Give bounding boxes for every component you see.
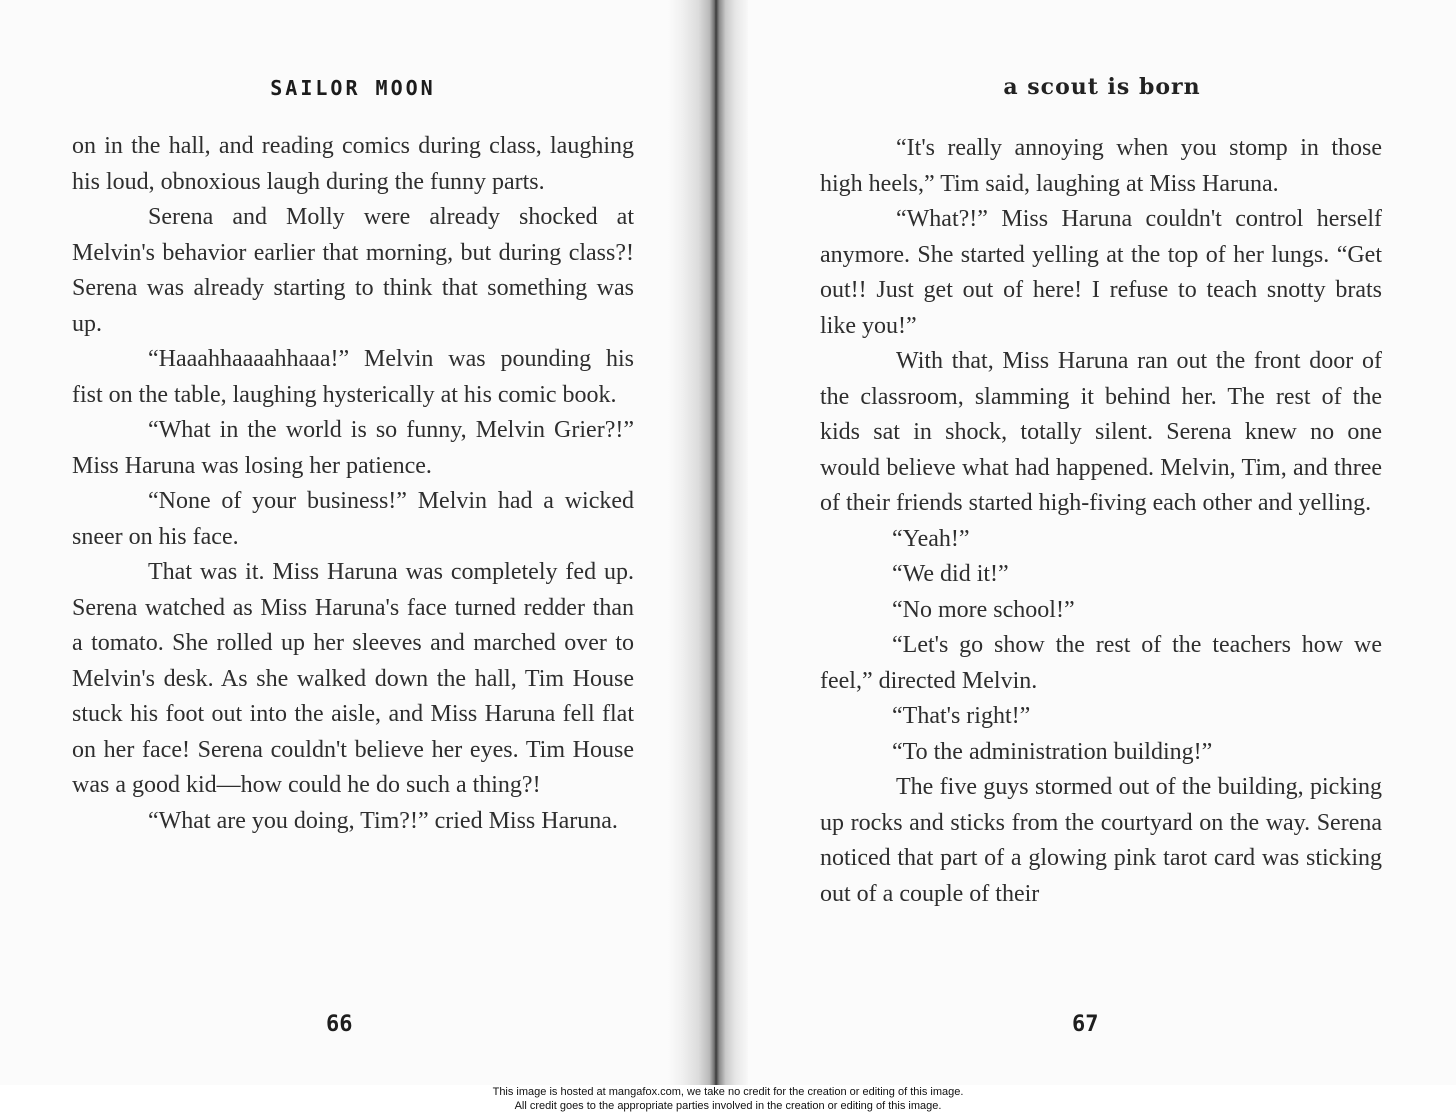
running-head-left: SAILOR MOON bbox=[270, 76, 436, 100]
credit-line-1: This image is hosted at mangafox.com, we take no credit for the creation or editing of this image. bbox=[492, 1086, 964, 1098]
left-page-text bbox=[72, 129, 634, 839]
running-head-right: a scout is born bbox=[1003, 74, 1201, 100]
left-page bbox=[0, 0, 700, 1085]
paragraph: “Haaahhaaaahhaaa!” Melvin was pounding his fist on the table, laughing hysterically at his comic book. bbox=[72, 346, 634, 408]
paragraph: That was it. Miss Haruna was completely fed up. Serena watched as Miss Haruna's face turned redder than a tomato. She rolled up her sleeves and marched over to Melvin's desk. As she walked down the hall, Tim House stuck his foot out into the aisle, and Miss Haruna fell flat on her face! Serena couldn't believe her eyes. Tim House was a good kid—how could he do such a thing?! bbox=[72, 559, 634, 798]
paragraph: “It's really annoying when you stomp in those high heels,” Tim said, laughing at Miss Haruna. bbox=[820, 135, 1382, 197]
paragraph: “What in the world is so funny, Melvin Grier?!” Miss Haruna was losing her patience. bbox=[72, 417, 634, 479]
right-page-text bbox=[820, 131, 1382, 912]
paragraph: “To the administration building!” bbox=[892, 738, 1213, 765]
right-page bbox=[740, 0, 1456, 1085]
paragraph: “Yeah!” bbox=[892, 525, 970, 552]
paragraph: “No more school!” bbox=[892, 596, 1075, 623]
paragraph: “Let's go show the rest of the teachers how we feel,” directed Melvin. bbox=[820, 632, 1382, 694]
paragraph: “What?!” Miss Haruna couldn't control herself anymore. She started yelling at the top of her lungs. “Get out!! Just get out of here! I refuse to teach snotty brats like you!” bbox=[820, 206, 1382, 339]
paragraph: “We did it!” bbox=[892, 561, 1009, 587]
page-number-right: 67 bbox=[1072, 1012, 1099, 1037]
paragraph: The five guys stormed out of the building, picking up rocks and sticks from the courtyard on the way. Serena noticed that part of a glowing pink tarot card was sticking out of a couple of their bbox=[820, 774, 1382, 907]
credit-line-2: All credit goes to the appropriate parties involved in the creation or editing of this image. bbox=[514, 1100, 942, 1112]
paragraph: Serena and Molly were already shocked at Melvin's behavior earlier that morning, but during class?! Serena was already starting to think that something was up. bbox=[72, 204, 634, 337]
page-number-left: 66 bbox=[326, 1012, 353, 1037]
hosting-credit bbox=[0, 1085, 1456, 1113]
paragraph: “None of your business!” Melvin had a wicked sneer on his face. bbox=[72, 488, 634, 550]
paragraph: “That's right!” bbox=[892, 703, 1031, 729]
paragraph: on in the hall, and reading comics during class, laughing his loud, obnoxious laugh during the funny parts. bbox=[72, 133, 634, 195]
paragraph: With that, Miss Haruna ran out the front door of the classroom, slamming it behind her. The rest of the kids sat in shock, totally silent. Serena knew no one would believe what had happened. Melvin, Tim, and three of their friends started high-fiving each other and yelling. bbox=[820, 348, 1382, 516]
paragraph: “What are you doing, Tim?!” cried Miss Haruna. bbox=[148, 807, 618, 834]
